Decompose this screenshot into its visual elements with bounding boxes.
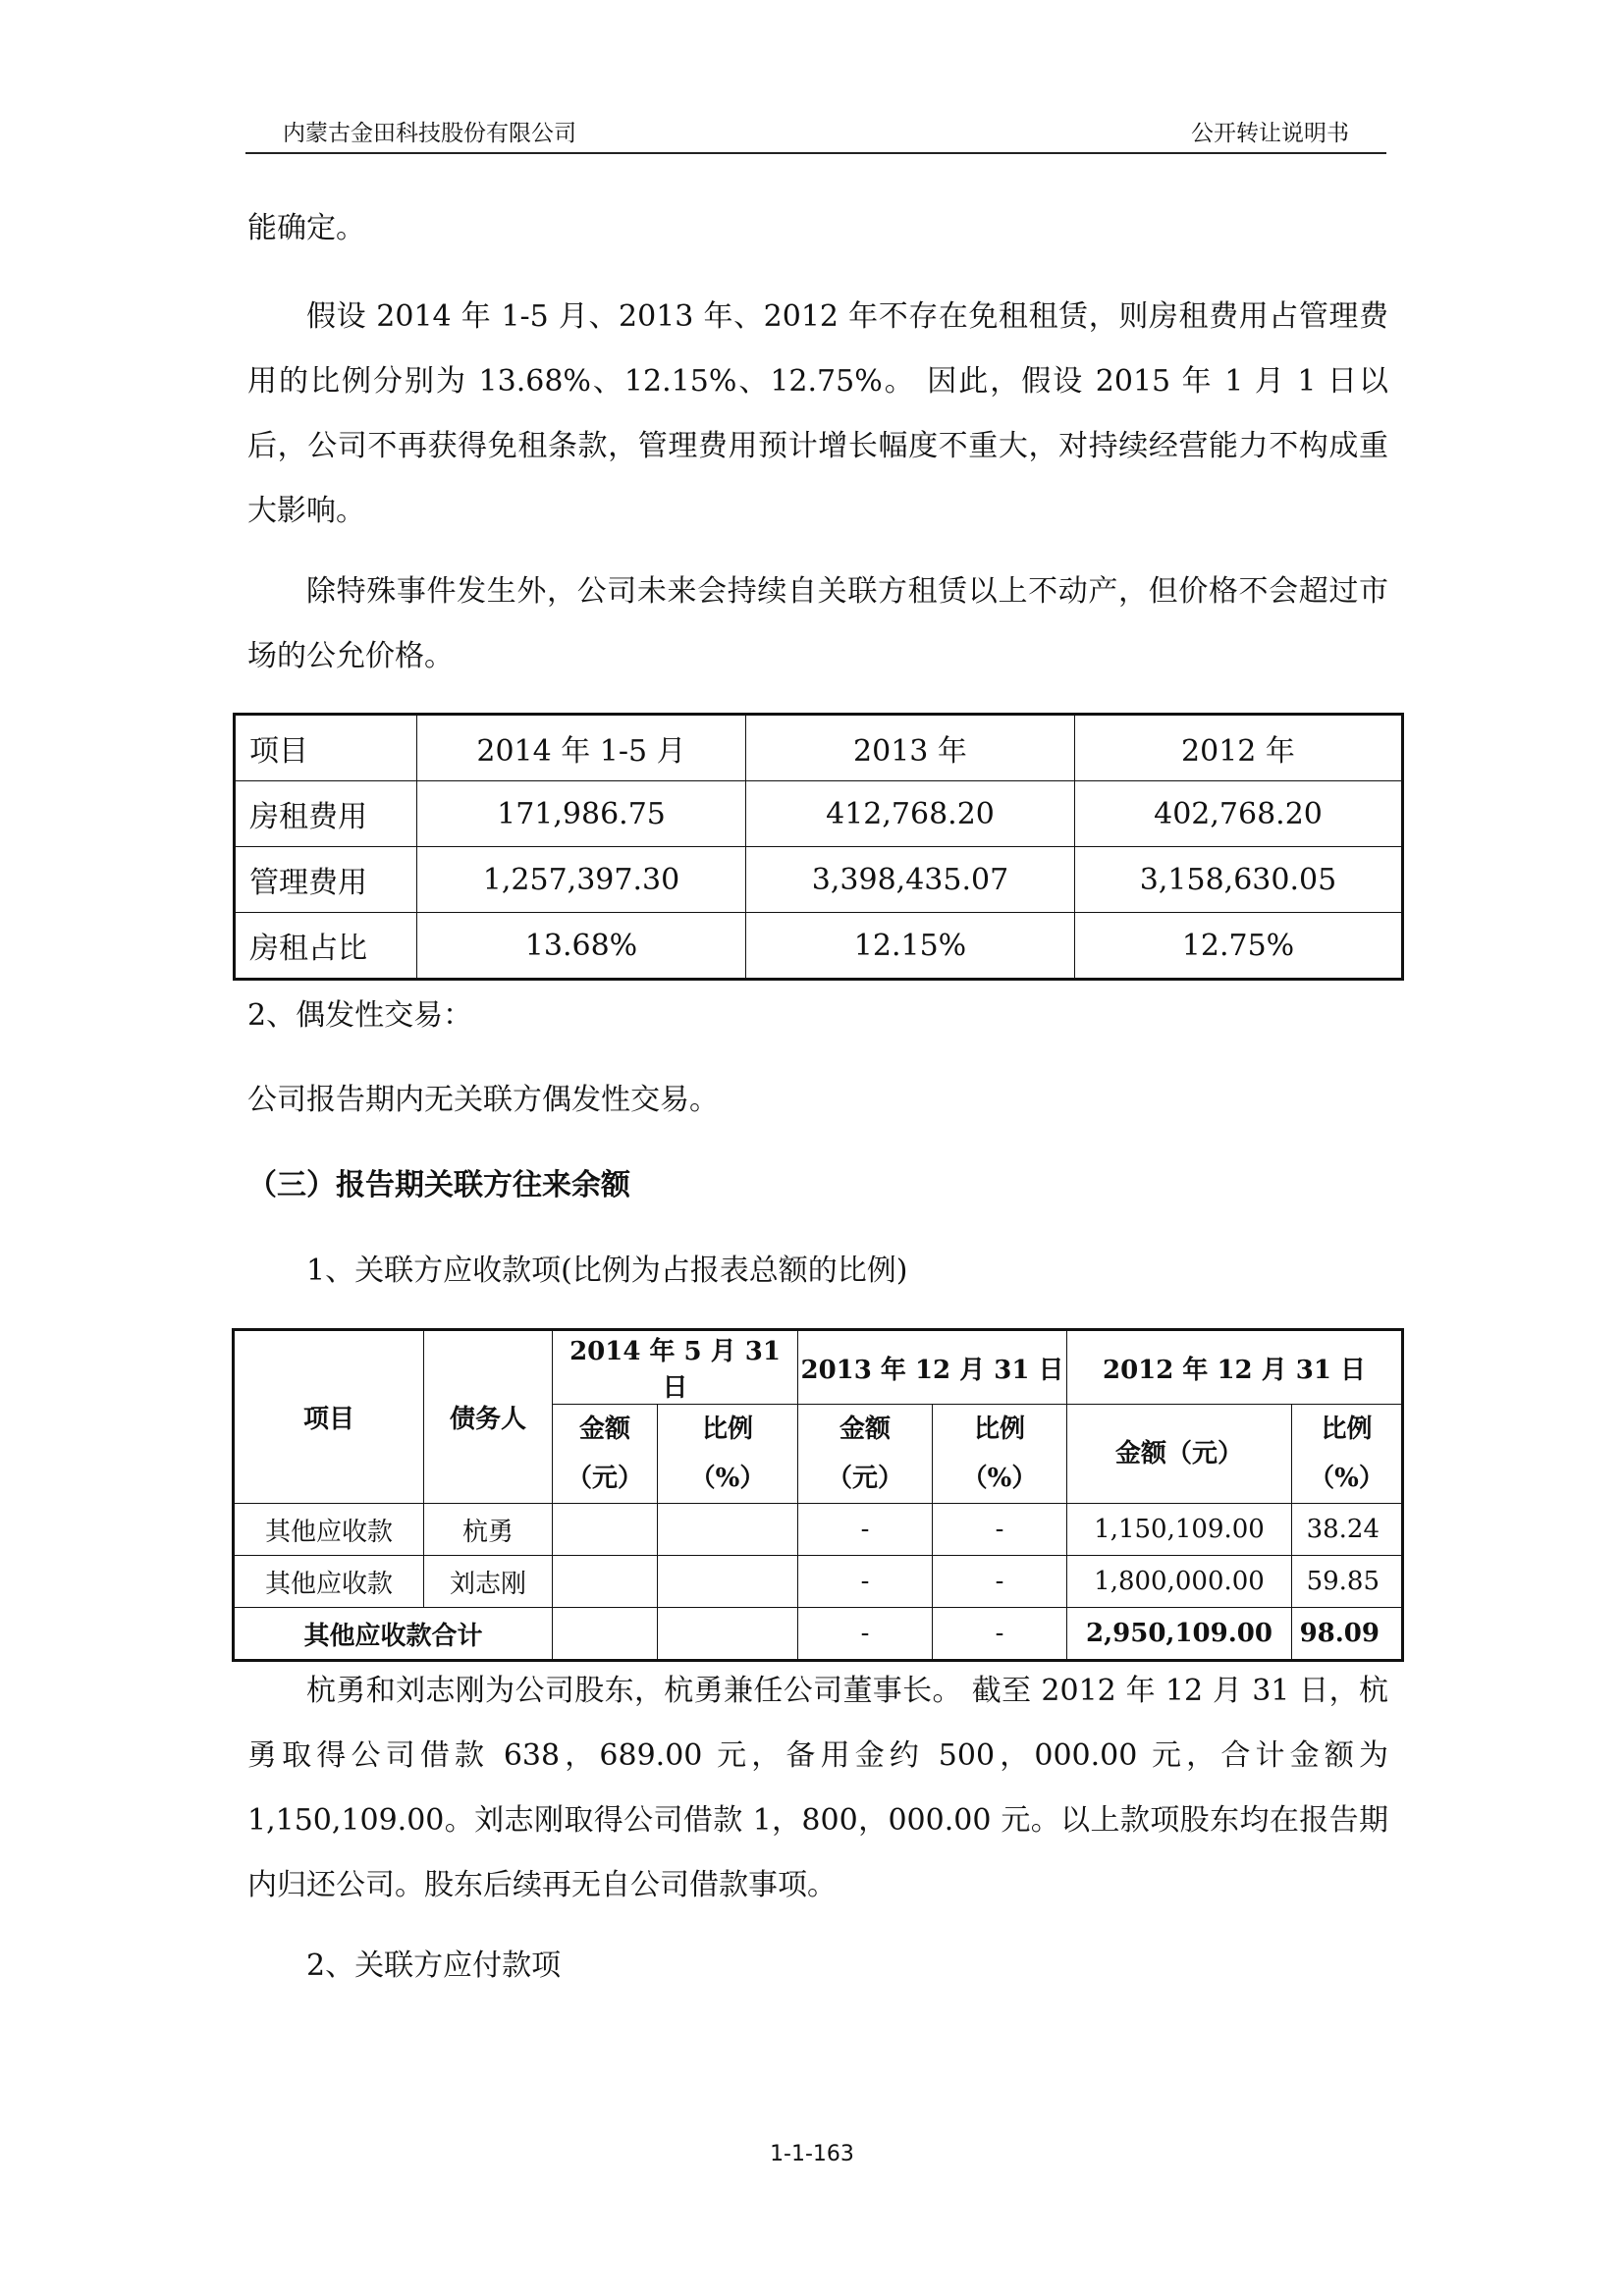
table-row [235,847,1403,913]
table-header-cell: 项目 [234,1330,424,1504]
header-amount: 金额 [578,1415,630,1444]
table-cell: - [933,1504,1067,1556]
table-header-cell [933,1405,1067,1504]
table-header-row [235,715,1403,781]
table-row [234,1504,1403,1556]
table-cell: 12.75% [1075,913,1403,980]
table-cell: 房租占比 [235,913,417,980]
table-row [234,1556,1403,1608]
paragraph-no-occasional: 公司报告期内无关联方偶发性交易。 [247,1083,719,1117]
header-amount-unit: （元） [826,1464,903,1493]
table-cell: 杭勇 [424,1504,553,1556]
table-row [235,781,1403,847]
table-header-cell: 2012 年 [1075,715,1403,781]
table-header-cell: 2012 年 12 月 31 日 [1067,1330,1403,1405]
table-header-cell [658,1405,798,1504]
header-ratio-unit: （%） [961,1464,1038,1493]
related-receivables-table [232,1328,1404,1662]
table-cell [658,1504,798,1556]
header-doc-title: 公开转让说明书 [1191,121,1349,146]
table-cell: 1,150,109.00 [1067,1504,1292,1556]
table-cell: 59.85 [1292,1556,1403,1608]
table-cell: 3,158,630.05 [1075,847,1403,913]
table-header-cell: 2014 年 1-5 月 [417,715,746,781]
paragraph-continuation: 能确定。 [247,211,365,245]
section-payables: 2、关联方应付款项 [306,1949,562,1983]
table-header-cell: 金额（元） [1067,1405,1292,1504]
table-cell: 1,257,397.30 [417,847,746,913]
table-cell: 刘志刚 [424,1556,553,1608]
table-cell: 其他应收款合计 [234,1608,553,1661]
table-cell: 13.68% [417,913,746,980]
table-cell: 171,986.75 [417,781,746,847]
table-row [235,913,1403,980]
section-heading-balances: （三）报告期关联方往来余额 [247,1168,630,1202]
paragraph-future-lease: 除特殊事件发生外，公司未来会持续自关联方租赁以上不动产，但价格不会超过市场的公允价格。 [247,574,1388,673]
table-cell: 12.15% [746,913,1075,980]
header-amount-unit: （元） [566,1464,643,1493]
table-header-cell: 2013 年 12 月 31 日 [798,1330,1067,1405]
table-header-cell: 项目 [235,715,417,781]
section-occasional-transactions: 2、偶发性交易： [247,998,473,1033]
table-total-row [234,1608,1403,1661]
header-amount: 金额 [839,1415,891,1444]
table-header-cell [553,1405,658,1504]
section-receivables: 1、关联方应收款项(比例为占报表总额的比例) [306,1254,908,1288]
table-header-cell: 2013 年 [746,715,1075,781]
table-cell: 402,768.20 [1075,781,1403,847]
table-cell: 38.24 [1292,1504,1403,1556]
table-cell: 其他应收款 [234,1556,424,1608]
table-header-cell [798,1405,933,1504]
table-cell [553,1608,658,1661]
table-cell: 412,768.20 [746,781,1075,847]
header-ratio: 比例 [973,1415,1025,1444]
table-header-cell: 债务人 [424,1330,553,1504]
table-header-cell [1292,1405,1403,1504]
table-cell: - [798,1608,933,1661]
table-cell [658,1556,798,1608]
table-cell: 3,398,435.07 [746,847,1075,913]
paragraph-shareholder-loans: 杭勇和刘志刚为公司股东，杭勇兼任公司董事长。 截至 2012 年 12 月 31 日，杭勇取得公司借款 638，689.00 元，备用金约 500，000.00 元，合计金额为 1,150,109.00。刘志刚取得公司借款 1，800，000.00 元。以上款项股东均在报告期内归还公司。股东后续再无自公司借款事项。 [247,1674,1388,1902]
table-cell: - [798,1504,933,1556]
rent-expense-table [233,713,1404,981]
header-ratio: 比例 [1321,1415,1373,1444]
header-company: 内蒙古金田科技股份有限公司 [283,121,576,146]
page-header [245,111,1386,154]
page-number: 1-1-163 [770,2142,854,2166]
table-cell: 管理费用 [235,847,417,913]
header-ratio-unit: （%） [1309,1464,1384,1493]
table-cell [553,1556,658,1608]
table-cell: - [798,1556,933,1608]
table-cell: 1,800,000.00 [1067,1556,1292,1608]
table-header-cell: 2014 年 5 月 31 日 [553,1330,798,1405]
header-ratio: 比例 [701,1415,753,1444]
table-cell: 房租费用 [235,781,417,847]
paragraph-rent-assumption: 假设 2014 年 1-5 月、2013 年、2012 年不存在免租租赁，则房租费用占管理费用的比例分别为 13.68%、12.15%、12.75%。 因此，假设 2015 年 1 月 1 日以后，公司不再获得免租条款，管理费用预计增长幅度不重大，对持续经营能力不构成重大影响。 [247,299,1388,528]
table-header-row [234,1330,1403,1405]
table-cell: 98.09 [1292,1608,1403,1661]
table-cell: - [933,1608,1067,1661]
table-cell [553,1504,658,1556]
table-cell: - [933,1556,1067,1608]
table-cell: 其他应收款 [234,1504,424,1556]
table-cell [658,1608,798,1661]
header-ratio-unit: （%） [689,1464,766,1493]
table-cell: 2,950,109.00 [1067,1608,1292,1661]
